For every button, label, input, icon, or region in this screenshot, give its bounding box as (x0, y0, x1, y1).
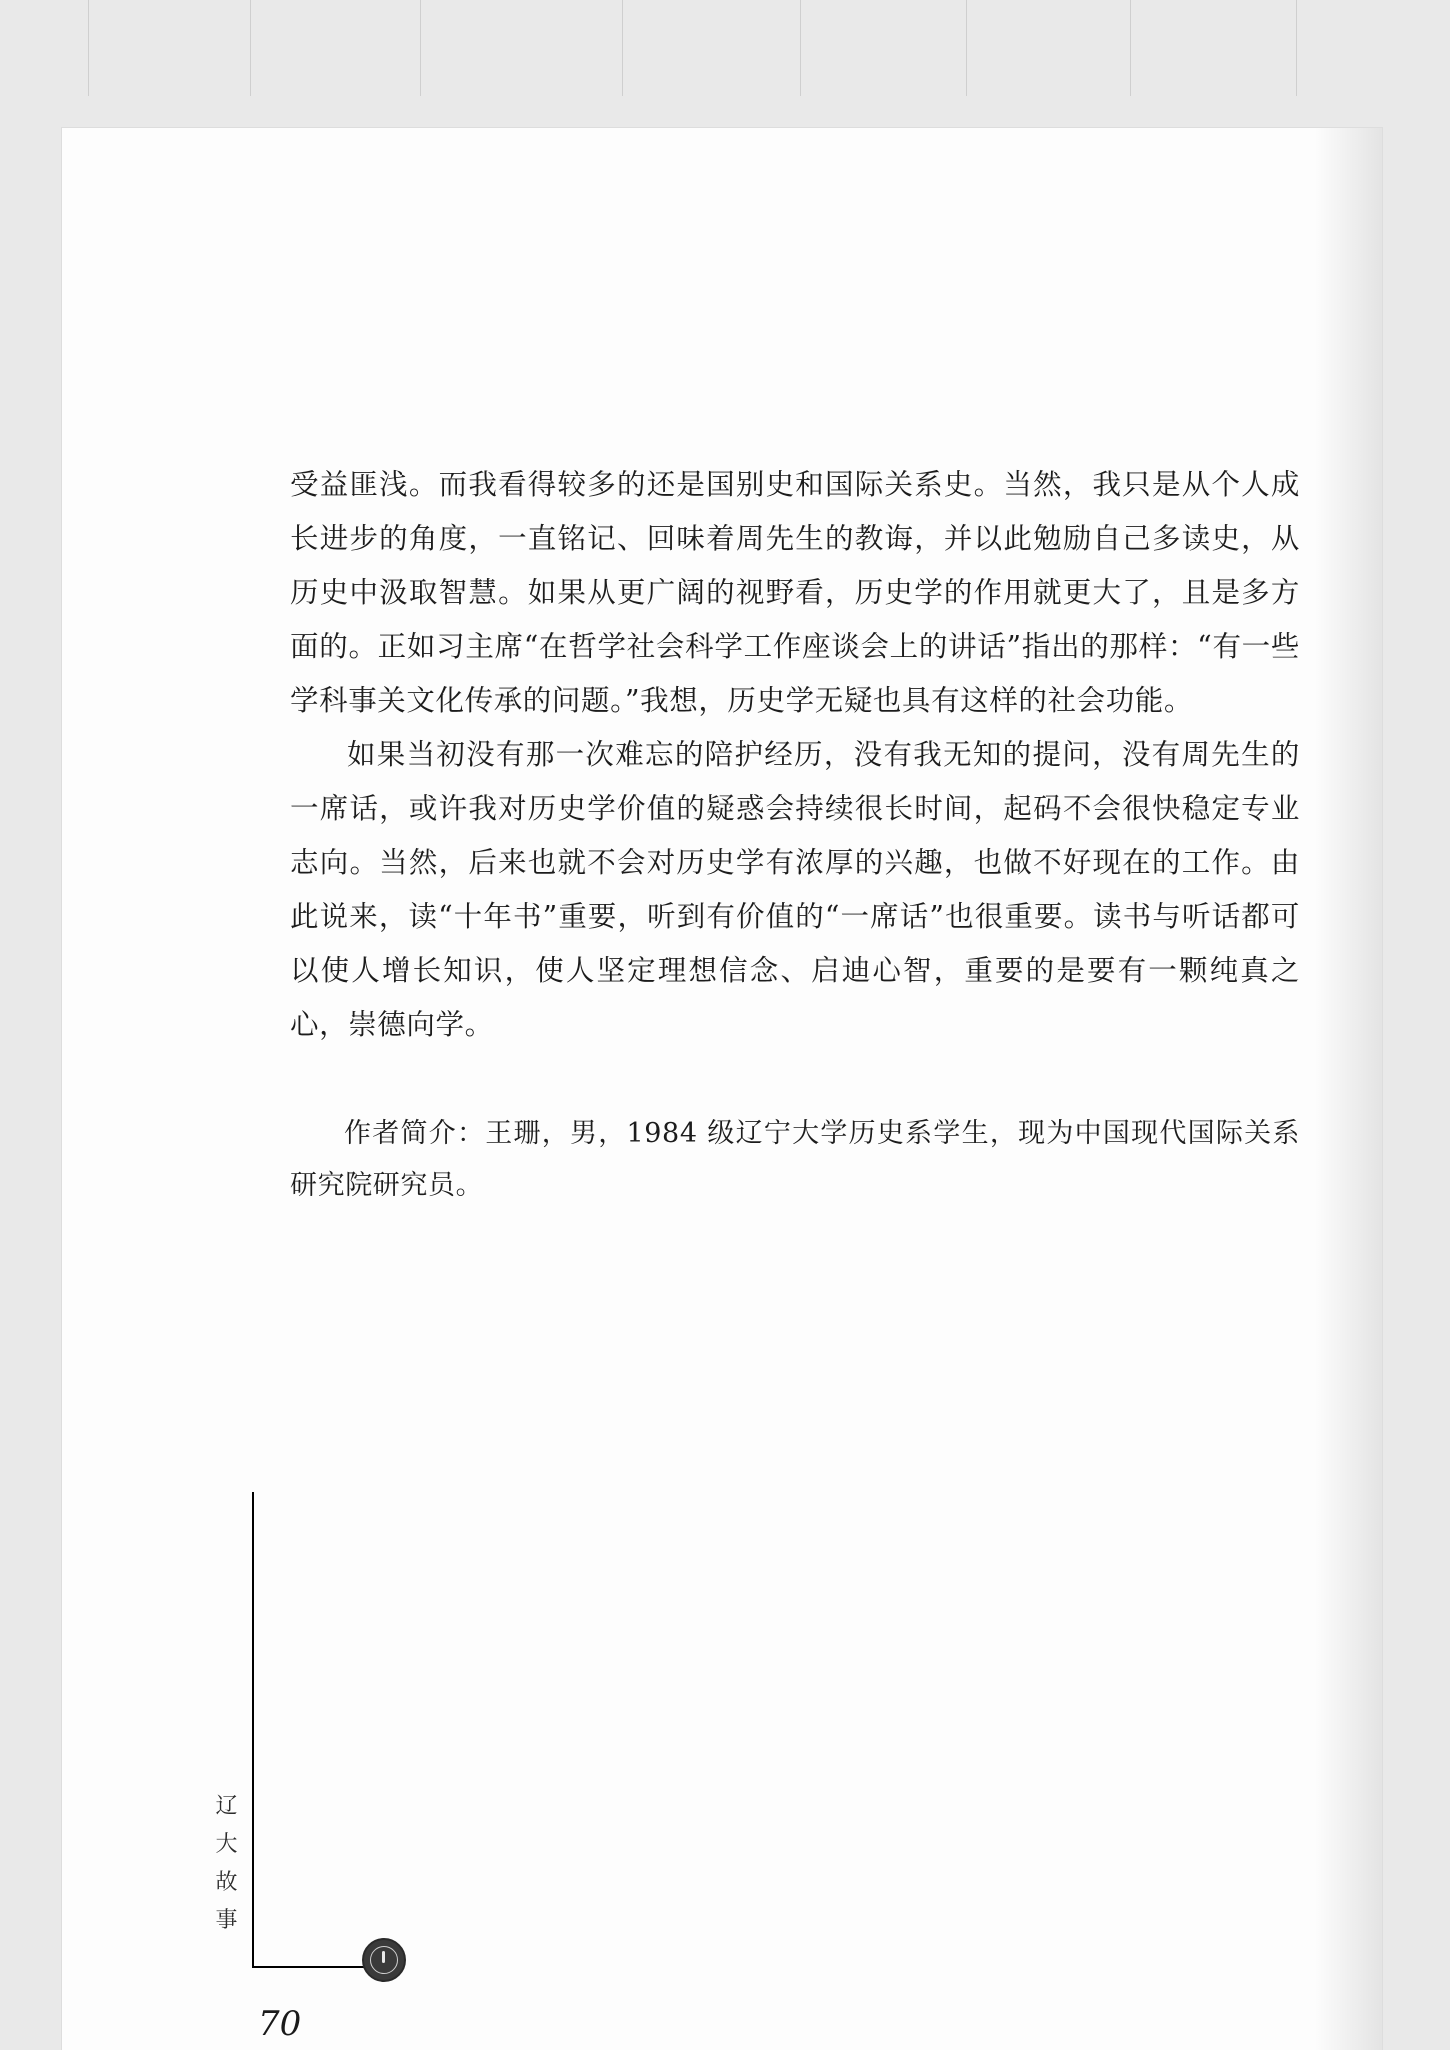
author-bio-block (290, 1108, 1300, 1212)
author-bio-text: 作者简介：王珊，男，1984 级辽宁大学历史系学生，现为中国现代国际关系研究院研究员。 (290, 1118, 1300, 1201)
running-head-char: 辽 (215, 1794, 239, 1819)
corner-rule-vertical (252, 1492, 254, 1968)
scan-artifact-line (250, 0, 251, 96)
scan-artifact-line (1296, 0, 1297, 96)
running-head-vertical (210, 1788, 244, 1940)
scan-artifact-line (966, 0, 967, 96)
running-head-char: 事 (215, 1908, 239, 1933)
scan-gutter-shadow (1314, 128, 1382, 2050)
scan-artifact-line (622, 0, 623, 96)
running-head-char: 故 (215, 1870, 239, 1895)
page-number: 70 (258, 2004, 302, 2044)
scan-artifact-line (420, 0, 421, 96)
colophon-seal-icon (362, 1938, 406, 1982)
scan-artifact-line (800, 0, 801, 96)
body-paragraph: 受益匪浅。而我看得较多的还是国别史和国际关系史。当然，我只是从个人成长进步的角度，一直铭记、回味着周先生的教诲，并以此勉励自己多读史，从历史中汲取智慧。如果从更广阔的视野看，历史学的作用就更大了，且是多方面的。正如习主席“在哲学社会科学工作座谈会上的讲话”指出的那样：“有一些学科事关文化传承的问题。”我想，历史学无疑也具有这样的社会功能。 (290, 468, 1300, 717)
scan-artifact-line (88, 0, 89, 96)
scan-artifact-line (1130, 0, 1131, 96)
colophon-seal-inner (370, 1946, 398, 1974)
corner-rule-horizontal (252, 1966, 364, 1968)
running-head-char: 大 (215, 1832, 239, 1857)
body-text-column (290, 458, 1300, 1212)
document-page (62, 128, 1382, 2050)
body-paragraph: 如果当初没有那一次难忘的陪护经历，没有我无知的提问，没有周先生的一席话，或许我对历史学价值的疑惑会持续很长时间，起码不会很快稳定专业志向。当然，后来也就不会对历史学有浓厚的兴趣，也做不好现在的工作。由此说来，读“十年书”重要，听到有价值的“一席话”也很重要。读书与听话都可以使人增长知识，使人坚定理想信念、启迪心智，重要的是要有一颗纯真之心，崇德向学。 (290, 738, 1300, 1041)
